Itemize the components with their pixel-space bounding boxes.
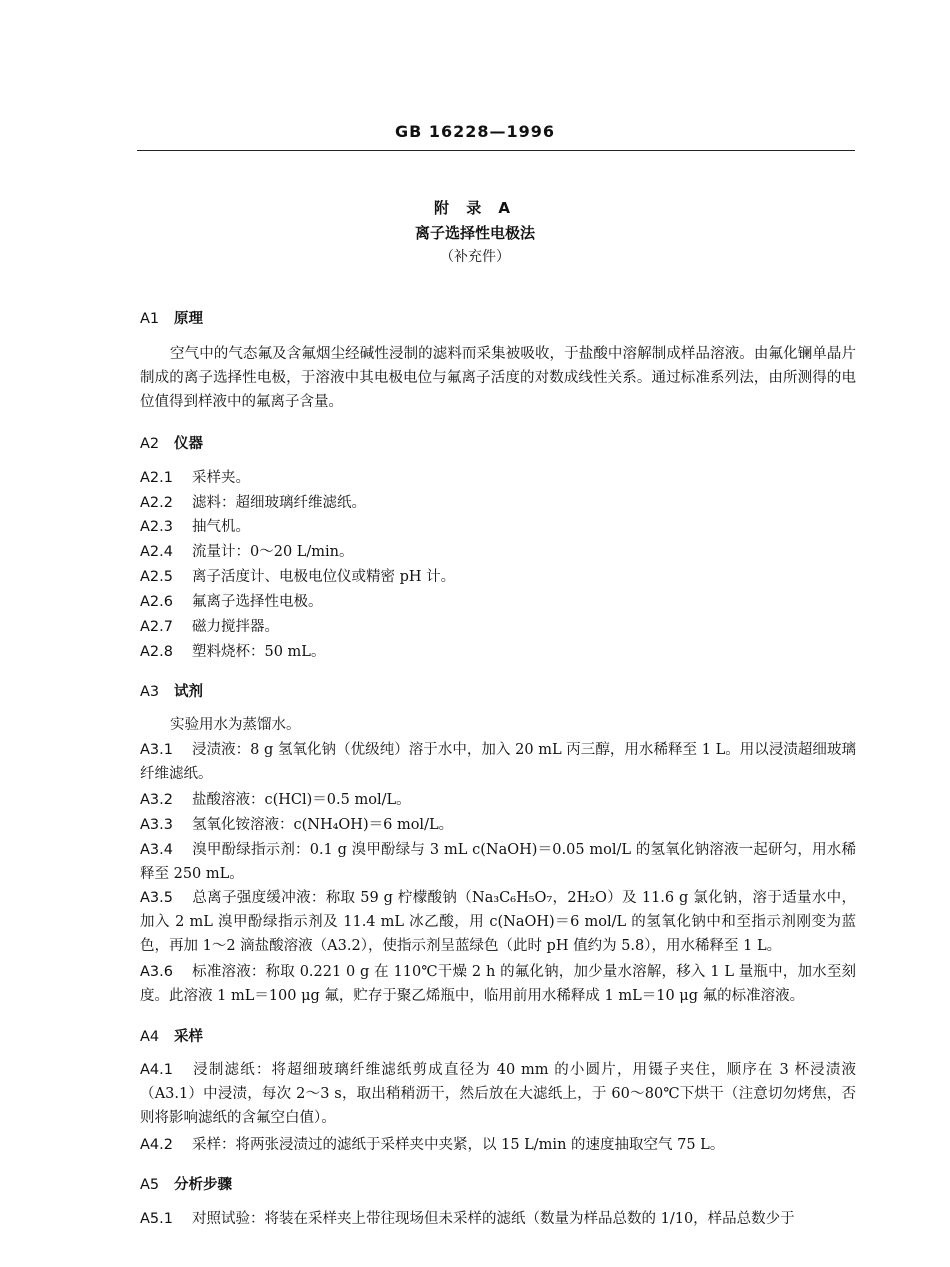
item-text: 盐酸溶液：c(HCl)＝0.5 mol/L。 — [192, 792, 411, 808]
section-number: A5 — [140, 1177, 160, 1193]
section-a3-heading — [140, 680, 203, 701]
list-item — [140, 565, 856, 589]
section-title: 试剂 — [174, 684, 203, 700]
item-number: A3.2 — [140, 792, 173, 808]
item-number: A2.5 — [140, 569, 173, 585]
item-number: A2.7 — [140, 619, 173, 635]
section-title: 采样 — [174, 1029, 203, 1045]
item-number: A3.3 — [140, 817, 173, 833]
section-number: A2 — [140, 436, 160, 452]
item-text: 氢氧化铵溶液：c(NH₄OH)＝6 mol/L。 — [192, 817, 454, 833]
section-number: A1 — [140, 311, 160, 327]
list-item — [140, 540, 856, 564]
item-text: 浸制滤纸：将超细玻璃纤维滤纸剪成直径为 40 mm 的小圆片，用镊子夹住，顺序在 3 杯浸渍液（A3.1）中浸渍，每次 2～3 s，取出稍稍沥干，然后放在大滤纸上，于 60～80℃下烘干（注意切勿烤焦，否则将影响滤纸的含氟空白值）。 — [140, 1062, 856, 1126]
annex-label: 附 录 A — [433, 199, 517, 217]
section-number: A4 — [140, 1029, 160, 1045]
list-item — [140, 640, 856, 664]
annex-subtitle: （补充件） — [440, 249, 510, 265]
list-item — [140, 515, 856, 539]
item-number: A2.6 — [140, 594, 173, 610]
item-text: 溴甲酚绿指示剂：0.1 g 溴甲酚绿与 3 mL c(NaOH)＝0.05 mol/L 的氢氧化钠溶液一起研匀，用水稀释至 250 mL。 — [140, 842, 856, 882]
item-number: A2.3 — [140, 519, 173, 535]
list-item — [140, 788, 856, 812]
list-item — [140, 615, 856, 639]
list-item — [140, 1058, 856, 1130]
item-text: 标准溶液：称取 0.221 0 g 在 110℃干燥 2 h 的氟化钠，加少量水溶解，移入 1 L 量瓶中，加水至刻度。此溶液 1 mL＝100 μg 氟，贮存于聚乙烯瓶中，临用前用水稀释成 1 mL＝10 μg 氟的标准溶液。 — [140, 964, 856, 1004]
list-item — [140, 590, 856, 614]
item-number: A2.8 — [140, 644, 173, 660]
section-a1-heading — [140, 307, 203, 328]
list-item — [140, 738, 856, 786]
item-text: 氟离子选择性电极。 — [192, 594, 323, 610]
annex-title: 离子选择性电极法 — [414, 224, 535, 242]
item-number: A2.2 — [140, 495, 173, 511]
item-text: 流量计：0～20 L/min。 — [192, 544, 354, 560]
item-number: A2.1 — [140, 470, 173, 486]
list-item — [140, 1133, 856, 1157]
item-number: A3.5 — [140, 890, 173, 906]
section-a2-heading — [140, 432, 203, 453]
item-text: 总离子强度缓冲液：称取 59 g 柠檬酸钠（Na₃C₆H₅O₇，2H₂O）及 11.6 g 氯化钠，溶于适量水中，加入 2 mL 溴甲酚绿指示剂及 11.4 mL 冰乙酸，用 c(NaOH)＝6 mol/L 的氢氧化钠中和至指示剂刚变为蓝色，再加 1～2 滴盐酸溶液（A3.2），使指示剂呈蓝绿色（此时 pH 值约为 5.8），用水稀释至 1 L。 — [140, 890, 856, 954]
item-text: 对照试验：将装在采样夹上带往现场但未采样的滤纸（数量为样品总数的 1/10，样品总数少于 — [192, 1211, 795, 1227]
item-text: 浸渍液：8 g 氢氧化钠（优级纯）溶于水中，加入 20 mL 丙三醇，用水稀释至 1 L。用以浸渍超细玻璃纤维滤纸。 — [140, 742, 856, 782]
item-number: A4.2 — [140, 1137, 173, 1153]
list-item — [140, 466, 856, 490]
section-title: 原理 — [174, 311, 203, 327]
item-text: 磁力搅拌器。 — [192, 619, 279, 635]
list-item — [140, 838, 856, 886]
item-text: 滤料：超细玻璃纤维滤纸。 — [192, 495, 366, 511]
list-item — [140, 491, 856, 515]
section-a4-heading — [140, 1025, 203, 1046]
section-a3-intro: 实验用水为蒸馏水。 — [170, 717, 301, 733]
item-number: A3.1 — [140, 742, 173, 758]
section-a1-paragraph: 空气中的气态氟及含氟烟尘经碱性浸制的滤料而采集被吸收，于盐酸中溶解制成样品溶液。由氟化镧单晶片制成的离子选择性电极，于溶液中其电极电位与氟离子活度的对数成线性关系。通过标准系列法，由所测得的电位值得到样液中的氟离子含量。 — [140, 346, 856, 410]
list-item — [140, 813, 856, 837]
header-rule — [137, 150, 855, 151]
item-text: 采样：将两张浸渍过的滤纸于采样夹中夹紧，以 15 L/min 的速度抽取空气 75 L。 — [192, 1137, 725, 1153]
list-item — [140, 886, 856, 958]
item-text: 离子活度计、电极电位仪或精密 pH 计。 — [192, 569, 456, 585]
list-item — [140, 1207, 856, 1231]
item-text: 塑料烧杯：50 mL。 — [192, 644, 326, 660]
section-number: A3 — [140, 684, 160, 700]
section-a5-heading — [140, 1173, 232, 1194]
item-number: A3.4 — [140, 842, 173, 858]
item-text: 采样夹。 — [192, 470, 250, 486]
list-item — [140, 960, 856, 1008]
standard-code: GB 16228—1996 — [394, 122, 556, 141]
item-number: A4.1 — [140, 1062, 173, 1078]
item-text: 抽气机。 — [192, 519, 250, 535]
item-number: A5.1 — [140, 1211, 173, 1227]
item-number: A2.4 — [140, 544, 173, 560]
item-number: A3.6 — [140, 964, 173, 980]
section-title: 分析步骤 — [174, 1177, 232, 1193]
section-title: 仪器 — [174, 436, 203, 452]
